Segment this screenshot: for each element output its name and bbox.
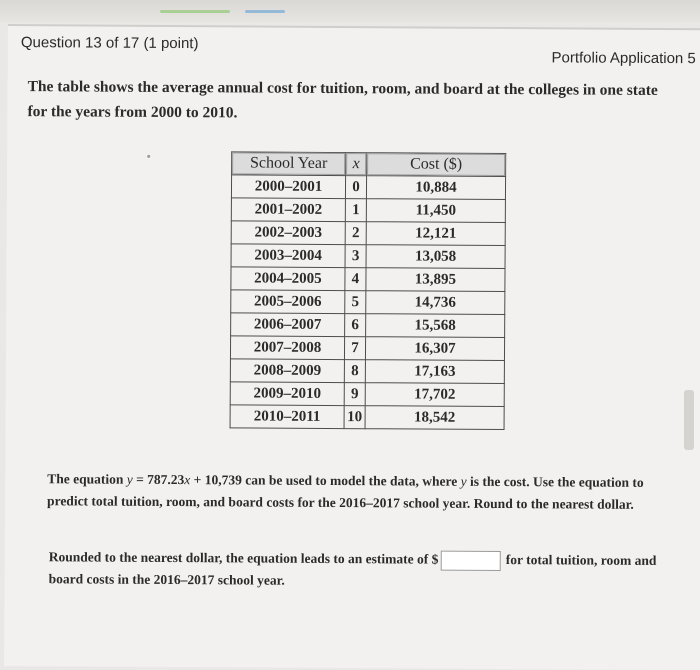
cell-year: 2009–2010 bbox=[230, 382, 344, 406]
browser-top-strip bbox=[0, 0, 700, 22]
equation-y-var: y bbox=[126, 471, 133, 487]
table-row bbox=[231, 244, 505, 269]
table-row bbox=[230, 359, 504, 384]
cell-cost: 16,307 bbox=[365, 337, 504, 361]
equation-y-var-2: y bbox=[460, 473, 467, 489]
equation-coefficient: = 787.23 bbox=[132, 471, 185, 488]
answer-after-text: for total tuition, room and board costs in the 2016–2017 school year. bbox=[48, 552, 657, 588]
equation-rest: + 10,739 can be used to model the data, where bbox=[190, 472, 458, 489]
question-prompt: The table shows the average annual cost for tuition, room, and board at the colleges in one state for the years from 2000 to 2010. bbox=[27, 78, 658, 122]
answer-before-text: Rounded to the nearest dollar, the equation leads to an estimate of $ bbox=[48, 549, 439, 567]
header-school-year: School Year bbox=[232, 152, 346, 176]
cell-cost: 17,163 bbox=[365, 360, 504, 384]
scrollbar[interactable] bbox=[684, 390, 694, 450]
cell-x: 6 bbox=[345, 314, 366, 337]
table-header-row bbox=[232, 152, 506, 177]
cell-x: 5 bbox=[345, 291, 366, 314]
cell-x: 4 bbox=[345, 268, 366, 291]
cell-cost: 13,058 bbox=[366, 245, 505, 269]
cell-year: 2000–2001 bbox=[231, 175, 345, 199]
cell-year: 2002–2003 bbox=[231, 221, 345, 245]
table-row bbox=[231, 221, 505, 246]
cell-year: 2005–2006 bbox=[231, 290, 345, 314]
cell-cost: 17,702 bbox=[365, 383, 504, 407]
table-row bbox=[230, 405, 504, 430]
header-x: x bbox=[346, 153, 367, 176]
cell-x: 8 bbox=[344, 360, 365, 383]
cell-cost: 11,450 bbox=[366, 199, 505, 223]
cell-x: 10 bbox=[344, 406, 365, 429]
table-row bbox=[231, 313, 505, 338]
decorative-dot bbox=[147, 155, 150, 158]
answer-sentence bbox=[49, 546, 669, 594]
cell-x: 3 bbox=[345, 245, 366, 268]
equation-tail: is the cost. Use the equation to predict total tuition, room, and board costs for the 2016–2017 school year. Round to the nearest dollar. bbox=[47, 473, 644, 512]
cell-cost: 13,895 bbox=[366, 268, 505, 292]
question-number: Question 13 of 17 (1 point) bbox=[20, 34, 199, 53]
cell-year: 2008–2009 bbox=[230, 359, 344, 383]
header-cost: Cost ($) bbox=[367, 153, 506, 177]
question-panel bbox=[4, 24, 700, 670]
cell-year: 2007–2008 bbox=[230, 336, 344, 360]
cell-cost: 12,121 bbox=[366, 222, 505, 246]
table-body bbox=[230, 175, 506, 430]
table-row bbox=[231, 290, 505, 315]
progress-tick-green bbox=[160, 10, 230, 13]
cell-cost: 10,884 bbox=[366, 176, 505, 200]
cell-year: 2003–2004 bbox=[231, 244, 345, 268]
cell-x: 7 bbox=[344, 337, 365, 360]
cell-year: 2001–2002 bbox=[231, 198, 345, 222]
cell-year: 2010–2011 bbox=[230, 405, 344, 429]
question-category: Portfolio Application 5 bbox=[551, 49, 696, 68]
progress-tick-blue bbox=[245, 10, 285, 13]
table-row bbox=[231, 175, 505, 200]
estimate-input[interactable] bbox=[440, 551, 500, 571]
table-row bbox=[231, 198, 505, 223]
equation-text bbox=[47, 468, 667, 516]
cell-year: 2004–2005 bbox=[231, 267, 345, 291]
cell-cost: 18,542 bbox=[365, 406, 504, 430]
cell-x: 1 bbox=[345, 199, 366, 222]
cell-cost: 15,568 bbox=[366, 314, 505, 338]
cell-x: 9 bbox=[344, 383, 365, 406]
cell-cost: 14,736 bbox=[366, 291, 505, 315]
cost-table bbox=[230, 151, 507, 430]
cell-x: 2 bbox=[345, 222, 366, 245]
equation-lead: The equation bbox=[47, 471, 124, 487]
table-row bbox=[231, 267, 505, 292]
table-row bbox=[230, 382, 504, 407]
cell-year: 2006–2007 bbox=[231, 313, 345, 337]
equation-x-var: x bbox=[184, 472, 191, 488]
cell-x: 0 bbox=[345, 176, 366, 199]
table-row bbox=[230, 336, 504, 361]
